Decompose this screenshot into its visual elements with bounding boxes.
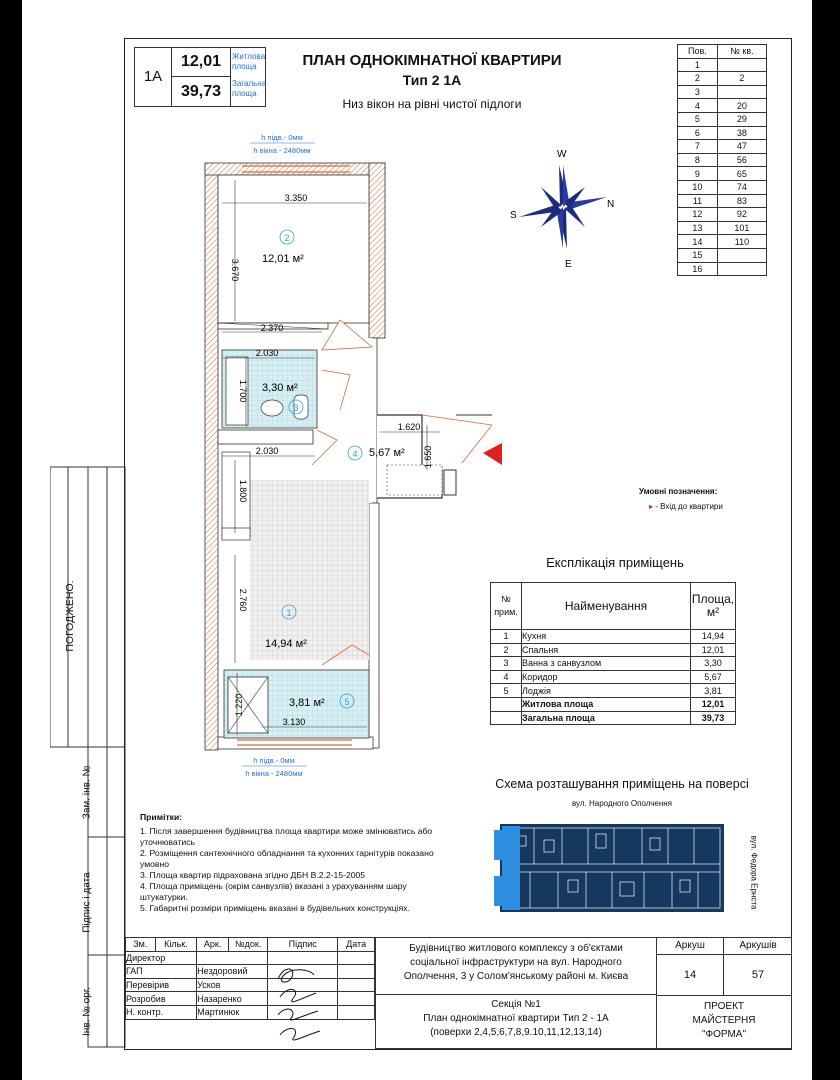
scheme-title: Схема розташування приміщень на поверсі bbox=[495, 777, 749, 791]
explication-num: 1 bbox=[491, 630, 522, 644]
floor-plan bbox=[172, 125, 512, 780]
apartment-number-cell: 29 bbox=[717, 112, 766, 126]
dim-2030a: 2.030 bbox=[255, 348, 279, 358]
stamp-left-table bbox=[125, 937, 375, 1020]
legend-title: Умовні позначення: bbox=[639, 487, 718, 496]
apartment-number-cell bbox=[717, 85, 766, 99]
note-line: 2. Розміщення сантехнічного обладнання та кухонних гарнітурів показано bbox=[140, 848, 434, 858]
stamp-date-cell bbox=[338, 978, 375, 992]
explication-total-label: Загальна площа bbox=[522, 711, 691, 725]
dim-1220: 1.220 bbox=[234, 693, 244, 717]
stamp-person bbox=[197, 951, 268, 965]
compass-s: S bbox=[510, 210, 517, 221]
explication-row bbox=[491, 630, 736, 644]
explication-area: 5,67 bbox=[691, 670, 736, 684]
floor-cell: 11 bbox=[678, 194, 718, 208]
apartment-highlight bbox=[502, 826, 520, 910]
explication-name: Ванна з санвузлом bbox=[522, 657, 691, 671]
stamp-role: Директор bbox=[126, 951, 197, 965]
sheet-number: 14 bbox=[657, 955, 724, 996]
stamp-person: Нездоровий bbox=[197, 965, 268, 979]
window-note: Низ вікон на рівні чистої підлоги bbox=[342, 97, 522, 111]
dim-2030b: 2.030 bbox=[255, 446, 279, 456]
apartment-number-cell: 83 bbox=[717, 194, 766, 208]
explication-living-row bbox=[491, 697, 736, 711]
dim-1700: 1.700 bbox=[238, 379, 248, 403]
stamp-row bbox=[126, 951, 375, 965]
room-num-4: 4 bbox=[352, 449, 358, 459]
explication-name: Спальня bbox=[522, 643, 691, 657]
note-line: 3. Площа квартир підрахована згідно ДБН В.2.2-15-2005 bbox=[140, 870, 366, 880]
inv-orig-label: Інв. № орг. bbox=[81, 987, 93, 1037]
floor-table-row bbox=[678, 112, 767, 126]
floor-table-row bbox=[678, 235, 767, 249]
stamp-header-cell: Зм. bbox=[126, 938, 156, 952]
note-line: штукатурки. bbox=[140, 892, 188, 902]
stamp-date-cell bbox=[338, 965, 375, 979]
floor-table-row bbox=[678, 72, 767, 86]
apartment-number-cell: 47 bbox=[717, 140, 766, 154]
explication-area: 12,01 bbox=[691, 643, 736, 657]
sheets-number: 57 bbox=[724, 955, 792, 996]
stamp-row bbox=[126, 992, 375, 1006]
floor-cell: 15 bbox=[678, 248, 718, 262]
apartment-number-cell bbox=[717, 248, 766, 262]
room-area-3: 3,30 м² bbox=[262, 382, 298, 394]
stamp-center bbox=[375, 937, 657, 1049]
sign-date-label: Підпис і дата bbox=[81, 872, 93, 933]
floor-cell: 1 bbox=[678, 58, 718, 72]
explication-living-value: 12,01 bbox=[691, 697, 736, 711]
floor-table-row bbox=[678, 167, 767, 181]
explication-area: 3,81 bbox=[691, 684, 736, 698]
note-line: 4. Площа приміщень (окрім санвузлів) вказані з урахуванням шару bbox=[140, 881, 407, 891]
inv-replace-label: Зам. інв. № bbox=[81, 765, 93, 820]
stamp-header-cell: №док. bbox=[229, 938, 268, 952]
stamp-row bbox=[126, 965, 375, 979]
col-name-header: Найменування bbox=[522, 583, 691, 630]
notes-title: Примітки: bbox=[140, 812, 183, 822]
floor-table-row bbox=[678, 58, 767, 72]
legend-entrance bbox=[649, 502, 723, 511]
explication-name: Кухня bbox=[522, 630, 691, 644]
plan-line: План однокімнатної квартири Тип 2 - 1А bbox=[423, 1013, 609, 1024]
explication-num: 3 bbox=[491, 657, 522, 671]
room-num-3: 3 bbox=[293, 403, 299, 413]
total-area-value: 39,73 bbox=[172, 77, 231, 106]
stamp-row bbox=[126, 1005, 375, 1019]
room-num-1: 1 bbox=[286, 608, 292, 618]
floor-table-row bbox=[678, 140, 767, 154]
explication-total-row bbox=[491, 711, 736, 725]
entrance-icon: ▸ bbox=[649, 502, 654, 511]
note-line: умовно bbox=[140, 859, 169, 869]
scheme-street-side: вул. Федора Ернста bbox=[749, 835, 759, 910]
room-area-5: 3,81 м² bbox=[289, 697, 325, 709]
floor-table-row bbox=[678, 221, 767, 235]
apartment-code: 1А bbox=[135, 48, 172, 106]
explication-table bbox=[490, 582, 736, 725]
note-line: 5. Габаритні розміри приміщень вказані в будівельних конструкціях. bbox=[140, 903, 410, 913]
apartment-number-cell: 101 bbox=[717, 221, 766, 235]
h-top-2: h вікна - 2480мм bbox=[253, 146, 311, 155]
sheet-label: Аркуш bbox=[657, 938, 724, 955]
stamp-date-cell bbox=[338, 992, 375, 1006]
floor-table-header: Пов. bbox=[678, 45, 718, 59]
entrance-marker bbox=[483, 443, 502, 465]
apartment-number-cell bbox=[717, 262, 766, 276]
floor-scheme bbox=[484, 820, 732, 916]
explication-row bbox=[491, 684, 736, 698]
apartment-number-cell: 56 bbox=[717, 153, 766, 167]
signatures bbox=[270, 955, 328, 1047]
apartment-number-cell: 20 bbox=[717, 99, 766, 113]
room-area-4: 5,67 м² bbox=[369, 447, 405, 459]
stamp-role: Розробив bbox=[126, 992, 197, 1006]
stamp-role: Н. контр. bbox=[126, 1005, 197, 1019]
floor-cell: 3 bbox=[678, 85, 718, 99]
legend-entrance-label: - Вхід до квартири bbox=[655, 502, 723, 511]
explication-area: 3,30 bbox=[691, 657, 736, 671]
total-area-label: Загальна площа bbox=[232, 79, 267, 98]
stamp-person: Усков bbox=[197, 978, 268, 992]
notes-list bbox=[140, 826, 434, 914]
explication-total-value: 39,73 bbox=[691, 711, 736, 725]
stamp-header-cell: Дата bbox=[338, 938, 375, 952]
dim-3350: 3.350 bbox=[284, 193, 308, 203]
floor-cell: 14 bbox=[678, 235, 718, 249]
room-area-2: 12,01 м² bbox=[262, 253, 304, 265]
floors-line: (поверхи 2,4,5,6,7,8,9.10,11,12,13,14) bbox=[430, 1027, 602, 1038]
col-num-header: № прим. bbox=[491, 583, 522, 630]
explication-num: 2 bbox=[491, 643, 522, 657]
compass-icon bbox=[508, 145, 618, 270]
explication-area: 14,94 bbox=[691, 630, 736, 644]
sheets-label: Аркушів bbox=[724, 938, 792, 955]
dim-3130: 3.130 bbox=[282, 717, 306, 727]
room-num-2: 2 bbox=[284, 233, 290, 243]
compass-n: N bbox=[607, 199, 615, 210]
scheme-street-top: вул. Народного Ополчення bbox=[571, 799, 672, 808]
col-area-header: Площа, м² bbox=[691, 583, 736, 630]
dim-1620: 1.620 bbox=[397, 422, 421, 432]
stamp-right bbox=[656, 937, 792, 1049]
explication-name: Лоджія bbox=[522, 684, 691, 698]
h-top-1: h підв.- 0мм bbox=[261, 133, 303, 142]
floor-table-row bbox=[678, 208, 767, 222]
page-subtitle: Тип 2 1А bbox=[402, 72, 462, 88]
apartment-number-cell: 2 bbox=[717, 72, 766, 86]
room-num-5: 5 bbox=[344, 697, 350, 707]
floor-table bbox=[677, 44, 767, 276]
floor-cell: 5 bbox=[678, 112, 718, 126]
note-line: 1. Після завершення будівництва площа квартири може змінюватись або bbox=[140, 826, 433, 836]
h-bot-1: h підв.- 0мм bbox=[253, 756, 295, 765]
dim-1650: 1.650 bbox=[423, 445, 433, 469]
floor-table-row bbox=[678, 180, 767, 194]
explication-living-label: Житлова площа bbox=[522, 697, 691, 711]
dim-2760: 2.760 bbox=[238, 588, 248, 612]
page-title: ПЛАН ОДНОКІМНАТНОЇ КВАРТИРИ bbox=[302, 52, 562, 69]
room-area-1: 14,94 м² bbox=[265, 638, 307, 650]
stamp-header-cell: Підпис bbox=[268, 938, 338, 952]
stamp-header-cell: Кільк. bbox=[155, 938, 197, 952]
dim-1800: 1.800 bbox=[238, 479, 248, 503]
explication-num: 5 bbox=[491, 684, 522, 698]
floor-cell: 12 bbox=[678, 208, 718, 222]
apartment-number-cell: 74 bbox=[717, 180, 766, 194]
floor-table-row bbox=[678, 99, 767, 113]
apartment-number-cell bbox=[717, 58, 766, 72]
floor-cell: 9 bbox=[678, 167, 718, 181]
dim-3670: 3.670 bbox=[230, 258, 240, 282]
org-line-3: "ФОРМА" bbox=[701, 1029, 747, 1040]
stamp-person: Мартинюк bbox=[197, 1005, 268, 1019]
explication-title: Експлікація приміщень bbox=[546, 555, 684, 570]
explication-name: Коридор bbox=[522, 670, 691, 684]
floor-table-row bbox=[678, 126, 767, 140]
note-line: уточнюватись bbox=[140, 837, 195, 847]
stamp-role: Перевірив bbox=[126, 978, 197, 992]
floor-cell: 7 bbox=[678, 140, 718, 154]
explication-row bbox=[491, 657, 736, 671]
floor-table-row bbox=[678, 153, 767, 167]
floor-table-row bbox=[678, 248, 767, 262]
apartment-number-cell: 110 bbox=[717, 235, 766, 249]
h-bot-2: h вікна - 2480мм bbox=[245, 769, 303, 778]
org-line-2: МАЙСТЕРНЯ bbox=[692, 1015, 756, 1026]
living-area-label: Житлова площа bbox=[232, 52, 266, 71]
living-area-value: 12,01 bbox=[172, 48, 231, 77]
floor-cell: 16 bbox=[678, 262, 718, 276]
compass-w: W bbox=[557, 149, 567, 160]
floor-cell: 2 bbox=[678, 72, 718, 86]
apartment-number-cell: 38 bbox=[717, 126, 766, 140]
stamp-role: ГАП bbox=[126, 965, 197, 979]
project-name: Будівництво житлового комплексу з об'єктами соціальної інфраструктури на вул. Народного Ополчення, 3 у Солом'янському районі м. Києва bbox=[376, 938, 656, 995]
floor-table-row bbox=[678, 85, 767, 99]
explication-row bbox=[491, 643, 736, 657]
agreed-label: ПОГОДЖЕНО: bbox=[64, 580, 76, 652]
explication-row bbox=[491, 670, 736, 684]
stamp-date-cell bbox=[338, 951, 375, 965]
floor-cell: 4 bbox=[678, 99, 718, 113]
drawing-sheet bbox=[22, 0, 812, 1080]
section-label: Секція №1 bbox=[491, 999, 541, 1010]
explication-num: 4 bbox=[491, 670, 522, 684]
floor-cell: 10 bbox=[678, 180, 718, 194]
floor-table-row bbox=[678, 194, 767, 208]
floor-table-header: № кв. bbox=[717, 45, 766, 59]
stamp-row bbox=[126, 978, 375, 992]
floor-cell: 8 bbox=[678, 153, 718, 167]
apartment-number-cell: 92 bbox=[717, 208, 766, 222]
compass-e: E bbox=[565, 259, 572, 270]
org-line-1: ПРОЕКТ bbox=[703, 1001, 745, 1012]
apartment-number-cell: 65 bbox=[717, 167, 766, 181]
floor-table-row bbox=[678, 262, 767, 276]
stamp-date-cell bbox=[338, 1005, 375, 1019]
stamp-header-cell: Арк. bbox=[197, 938, 229, 952]
floor-cell: 13 bbox=[678, 221, 718, 235]
dim-2370: 2.370 bbox=[260, 323, 284, 333]
floor-cell: 6 bbox=[678, 126, 718, 140]
stamp-person: Назаренко bbox=[197, 992, 268, 1006]
